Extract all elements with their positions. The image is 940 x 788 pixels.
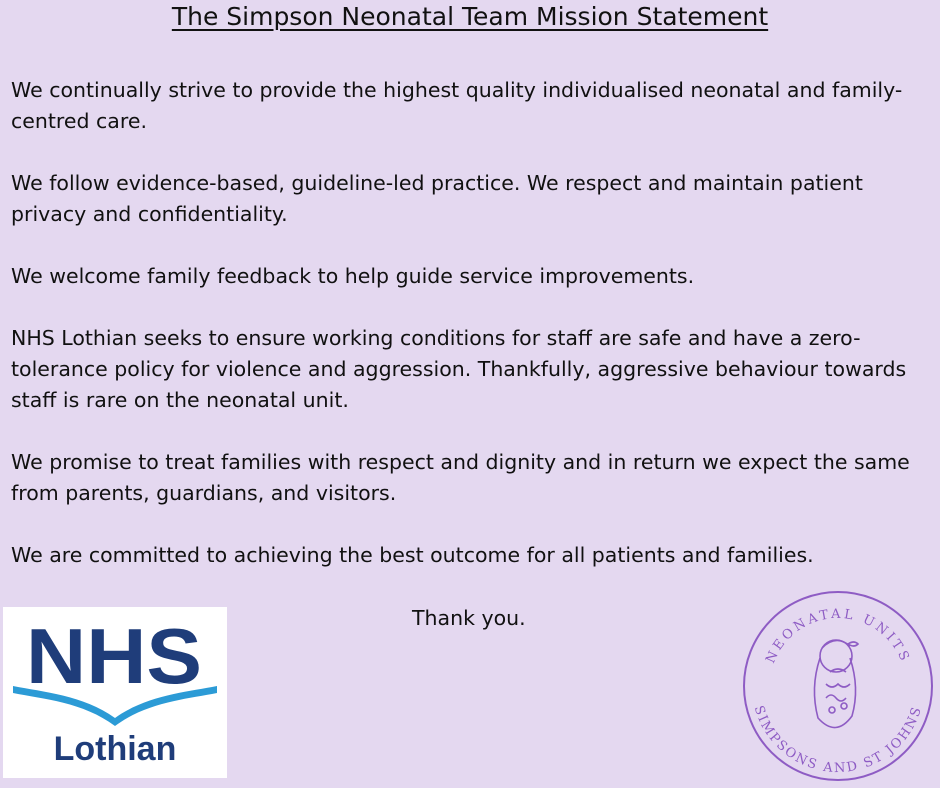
paragraph: We promise to treat families with respect and dignity and in return we expect the same from parents, guardians, and visitors. (11, 450, 910, 505)
nhs-lothian-logo (3, 607, 227, 778)
swaddled-baby-icon (814, 640, 858, 728)
closing-text: Thank you. (412, 606, 526, 630)
paragraph: We welcome family feedback to help guide service improvements. (11, 264, 695, 288)
paragraph: We follow evidence-based, guideline-led practice. We respect and maintain patient privacy and confidentiality. (11, 171, 863, 226)
nhs-region: Lothian (53, 730, 177, 768)
nhs-wordmark: NHS (26, 612, 202, 700)
paragraph: We continually strive to provide the highest quality individualised neonatal and family-centred care. (11, 78, 903, 133)
page-title: The Simpson Neonatal Team Mission Statement (171, 2, 769, 31)
neonatal-units-badge (740, 588, 936, 784)
paragraph: NHS Lothian seeks to ensure working conditions for staff are safe and have a zero-tolerance policy for violence and aggression. Thankfully, aggressive behaviour towards staff is rare on the neonatal unit. (11, 326, 907, 412)
paragraph: We are committed to achieving the best outcome for all patients and families. (11, 543, 814, 567)
badge-bottom-text: SIMPSONS AND ST JOHNS (750, 703, 926, 777)
badge-top-text: NEONATAL UNITS (763, 606, 913, 666)
mission-statement-body (11, 75, 929, 602)
